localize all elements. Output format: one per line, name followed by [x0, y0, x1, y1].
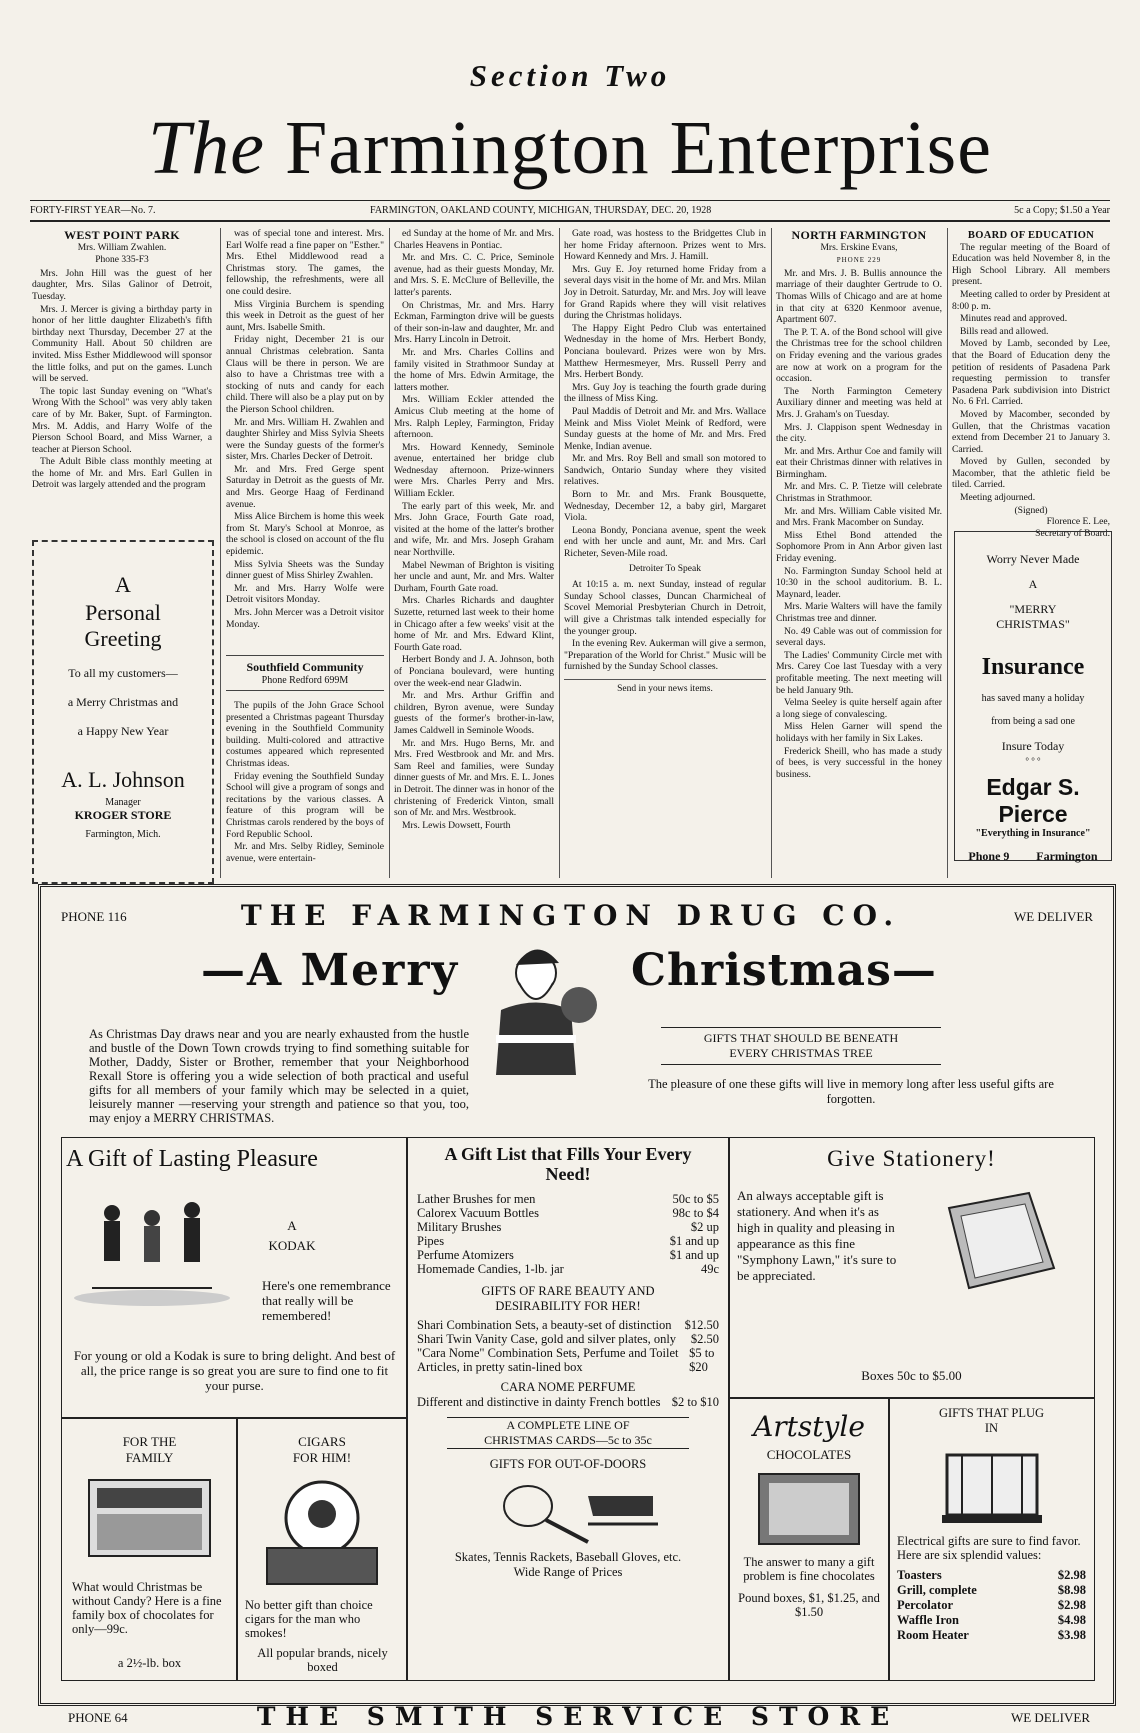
plug-item-price: $3.98 [1057, 1628, 1086, 1642]
article-paragraph: Mr. and Mrs. C. C. Price, Seminole avenue, had as their guests Monday, Mr. and Mrs. S. E. McClure of Belleville, the latter's parents. [394, 252, 554, 298]
west-point-phone: Phone 335-F3 [95, 255, 149, 266]
family-title: FOR THE [122, 1434, 177, 1449]
article-paragraph: The Happy Eight Pedro Club was entertained Wednesday in the home of Mrs. Herbert Bondy, Ponciana boulevard. Prizes were won by Mrs. Matthew Hermesmeyer, Mrs. Russell Perry and Mrs. Herbert Bondy. [564, 322, 766, 381]
ad-manager: Manager [105, 797, 141, 808]
shari-set-price: $12.50 [684, 1318, 719, 1332]
article-paragraph: Mrs. J. Mercer is giving a birthday party in honor of her little daughter Elizabeth's fifth birthday next Thursday, December 27 at the Community Hall. About 50 children are invited. Miss Esther Middlewood will sponsor the little folks, and put on the games. Lunch will be served. [32, 303, 212, 385]
family-box-size: a 2½-lb. box [117, 1656, 182, 1670]
west-point-title: WEST POINT PARK [64, 228, 180, 242]
detroiter-heading: Detroiter To Speak [629, 563, 701, 574]
cards-box [447, 1417, 689, 1449]
column-rule [559, 228, 560, 878]
artstyle-logo: Artstyle [753, 1410, 865, 1443]
gift-item-price: $1 and up [669, 1248, 719, 1262]
ins-line: from being a sad one [991, 716, 1075, 727]
article-paragraph: Herbert Bondy and J. A. Johnson, both of Ponciana boulevard, were hunting over the week-end near Gladwin. [394, 654, 554, 689]
ad-city: Farmington, Mich. [85, 829, 161, 840]
kodak-box [61, 1137, 408, 1419]
ins-big: Insurance [981, 654, 1085, 680]
gift-item-row [417, 1248, 719, 1262]
shari-vanity-price: $2.50 [690, 1332, 719, 1346]
article-paragraph: Mr. and Mrs. J. B. Bullis announce the marriage of their daughter Gertrude to O. Thomas Wills of Chicago and are at home in that city at 6320 Kenmoor avenue, Apartment 607. [776, 267, 942, 326]
shari-set-label: Shari Combination Sets, a beauty-set of distinction [417, 1318, 672, 1332]
ins-line: Insure Today [1001, 739, 1065, 753]
section-label: Section Two [469, 58, 671, 93]
column-two-lower [226, 700, 384, 878]
plug-item-row [897, 1613, 1086, 1628]
family-box [61, 1417, 238, 1681]
kodak-remember: Here's one remembrance that really will be remembered! [262, 1278, 391, 1323]
ad-headline: Personal Greeting [84, 600, 162, 651]
masthead-name: Farmington Enterprise [285, 106, 992, 190]
article-paragraph: The Adult Bible class monthly meeting at the home of Mr. and Mrs. Earl Gullen in Detroit was largely attended and the program [32, 456, 212, 491]
article-paragraph: Mr. and Mrs. C. P. Tietze will celebrate Christmas in Strathmoor. [776, 481, 942, 505]
column-north-farmington [776, 228, 942, 878]
cigar-box-icon [257, 1478, 387, 1588]
plug-item-price: $4.98 [1057, 1613, 1086, 1627]
column-rule [771, 228, 772, 878]
smith-deliver: WE DELIVER [1010, 1710, 1090, 1725]
article-paragraph: Miss Helen Garner will spend the holidays with her family in Six Lakes. [776, 721, 942, 744]
gift-item-label: Calorex Vacuum Bottles [417, 1206, 539, 1220]
plug-item-label: Waffle Iron [897, 1613, 959, 1627]
ins-line: has saved many a holiday [981, 693, 1085, 704]
plug-title: GIFTS THAT PLUG [938, 1406, 1045, 1420]
place-date: FARMINGTON, OAKLAND COUNTY, MICHIGAN, THURSDAY, DEC. 20, 1928 [370, 205, 712, 216]
article-paragraph: Paul Maddis of Detroit and Mr. and Mrs. Wallace Meink and Miss Violet Meink of Redford, were Sunday guests at the home of Mr. and Mrs. Fred Menke, Indian avenue. [564, 405, 766, 452]
article-paragraph: The North Farmington Cemetery Auxiliary dinner and meeting was held at Mrs. J. Graham's on Tuesday. [776, 385, 942, 420]
article-paragraph: Mr. and Mrs. Harry Wolfe were Detroit visitors Monday. [226, 582, 384, 606]
smith-phone: PHONE 64 [68, 1710, 128, 1725]
rare-heading: DESIRABILITY FOR HER! [495, 1299, 641, 1313]
plug-item-row [897, 1568, 1086, 1583]
christmas-heading: Christmas— [631, 945, 937, 996]
ad-a: A [115, 572, 131, 597]
kodak-a: A [287, 1218, 297, 1233]
article-paragraph: The early part of this week, Mr. and Mrs. John Grace, Fourth Gate road, visited at the home of the latter's brother and wife, Mr. and Mrs. Joseph Graham near Northville. [394, 500, 554, 559]
board-signer: Florence E. Lee, [1046, 516, 1110, 528]
ins-line: "MERRY [1009, 602, 1057, 616]
article-paragraph: No. Farmington Sunday School held at 10:30 in the school auditorium. B. L. Maynard, leader. [776, 565, 942, 600]
artstyle-text: The answer to many a gift problem is fine chocolates [743, 1555, 875, 1583]
ad-line: a Happy New Year [77, 724, 169, 738]
southfield-phone: Phone Redford 699M [261, 675, 349, 686]
stationery-boxes: Boxes 50c to $5.00 [861, 1368, 962, 1383]
cigars-text: No better gift than choice cigars for the man who smokes! [245, 1598, 373, 1640]
cigars-title: CIGARS [298, 1434, 346, 1449]
drug-name: THE FARMINGTON DRUG CO. [240, 899, 902, 932]
article-paragraph: Bills read and allowed. [960, 325, 1049, 337]
article-paragraph: Friday evening the Southfield Sunday School will give a program of songs and recitations by the various classes. A feature of this program will be Christmas carols rendered by the boys of Ford Republic School. [226, 770, 384, 840]
plug-item-price: $8.98 [1057, 1583, 1086, 1597]
article-paragraph: The Ladies' Community Circle met with Mrs. Carey Coe last Tuesday with a very profitable meeting. The next meeting will be held January 9th. [776, 649, 942, 696]
merry-heading: —A Merry [201, 945, 460, 996]
perfume-desc: Different and distinctive in dainty French bottles [417, 1395, 661, 1409]
perfume-line [417, 1395, 719, 1409]
gift-item-row [417, 1234, 719, 1248]
article-paragraph: Friday night, December 21 is our annual Christmas celebration. Santa Claus will be there in person. We are also to have a Christmas tree with a stocking of nuts and candy for each child. There will also be a play put on by the Pierson School children. [226, 334, 384, 415]
gift-list-title: A Gift List that Fills Your Every Need! [444, 1144, 692, 1184]
drug-co-ad [38, 884, 1116, 1706]
shari-sets [417, 1318, 719, 1374]
plug-item-row [897, 1583, 1086, 1598]
ins-name: Edgar S. Pierce [986, 774, 1080, 827]
column-west-point [32, 228, 212, 534]
wide-range: Wide Range of Prices [513, 1565, 623, 1579]
ad-line: a Merry Christmas and [67, 695, 179, 709]
plug-item-label: Grill, complete [897, 1583, 977, 1597]
beneath-line: EVERY CHRISTMAS TREE [729, 1046, 873, 1060]
dateline [30, 200, 1110, 222]
send-news: Send in your news items. [564, 679, 766, 696]
toaster-icon [932, 1440, 1052, 1530]
plug-items [897, 1568, 1086, 1643]
article-paragraph: Leona Bondy, Ponciana avenue, spent the week end with her uncle and aunt, Mr. and Mrs. Carl Richeter, Seven-Mile road. [564, 524, 766, 560]
article-paragraph: Mr. and Mrs. Selby Ridley, Seminole avenue, were entertain- [226, 841, 384, 864]
gift-item-row [417, 1220, 719, 1234]
article-paragraph: Mrs. William Eckler attended the Amicus Club meeting at the home of Mrs. Ralph Lepley, Farmington, Friday afternoon. [394, 394, 554, 441]
gift-item-price: 49c [700, 1262, 719, 1276]
sports-goods-icon [468, 1476, 668, 1546]
gift-list-items [417, 1192, 719, 1276]
article-paragraph: Miss Ethel Bond attended the Sophomore Prom in Ann Arbor given last Friday evening. [776, 529, 942, 565]
artstyle-price: Pound boxes, $1, $1.25, and $1.50 [738, 1591, 880, 1619]
kodak-young: For young or old a Kodak is sure to bring delight. And best of all, the price range is so great you are sure to find one to fit your purse. [73, 1348, 396, 1393]
perfume-heading: CARA NOME PERFUME [500, 1380, 636, 1394]
shari-vanity-label: Shari Twin Vanity Case, gold and silver plates, only [417, 1332, 677, 1346]
gift-item-label: Lather Brushes for men [417, 1192, 536, 1206]
article-paragraph: Born to Mr. and Mrs. Frank Bousquette, Wednesday, December 12, a baby girl, Margaret Viola. [564, 489, 766, 524]
article-paragraph: The topic last Sunday evening on "What's Wrong With the School" was very ably taken care of by Mr. Baker, Supt. of Farmington. Mrs. M. Addis, and Harry Wolfe of the Pierson School Board, and Miss Warner, a teacher at Pierson School. [32, 385, 212, 455]
issue-number: FORTY-FIRST YEAR—No. 7. [30, 205, 156, 216]
cara-label: "Cara Nome" Combination Sets, Perfume and Toilet Articles, in pretty satin-lined box [417, 1346, 679, 1374]
column-rule [947, 228, 948, 878]
article-paragraph: ed Sunday at the home of Mr. and Mrs. Charles Heavens in Pontiac. [394, 228, 554, 251]
article-paragraph: The regular meeting of the Board of Education was held November 8, in the High School Library. All members present. [952, 241, 1110, 288]
ins-tag: "Everything in Insurance" [975, 828, 1091, 839]
cards-line: A COMPLETE LINE OF [506, 1418, 630, 1432]
article-paragraph: The P. T. A. of the Bond school will give the Christmas tree for the school children on Friday evening and the various grades are now at work on a program for the occasion. [776, 326, 942, 385]
article-paragraph: Mr. and Mrs. William Cable visited Mr. and Mrs. Frank Macomber on Sunday. [776, 505, 942, 529]
north-title: NORTH FARMINGTON [791, 228, 927, 242]
ins-line: CHRISTMAS" [996, 617, 1070, 631]
board-role: Secretary of Board. [1035, 527, 1110, 539]
ins-line: A [1028, 577, 1038, 591]
gift-list-box [406, 1137, 730, 1681]
drug-intro: As Christmas Day draws near and you are nearly exhausted from the hustle and bustle of the Down Town crowds trying to find something suitable for Mother, Daddy, Sister or Brother, remember that your Neighborhood Rexall Store is offering you a wide selection of both practical and useful gifts for all members of your family which may be selected in a quiet, leisurely manner —reserving your strength and patience so that you, too, may enjoy a MERRY CHRISTMAS. [89, 1027, 469, 1125]
article-paragraph: Mrs. Charles Richards and daughter Suzette, returned last week to their home in Chicago after a few weeks' visit at the home of Mr. and Mrs. Edward Klint, Fourth Gate road. [394, 595, 554, 653]
ad-line: To all my customers— [68, 666, 178, 680]
north-author: Mrs. Erskine Evans, [820, 242, 898, 253]
gift-item-label: Pipes [417, 1234, 445, 1248]
plug-item-row [897, 1628, 1086, 1643]
column-rule [389, 228, 390, 878]
gift-item-label: Perfume Atomizers [417, 1248, 514, 1262]
article-paragraph: Mr. and Mrs. Arthur Coe and family will eat their Christmas dinner with relatives in Birmingham. [776, 445, 942, 480]
ins-phone: Phone 9 [968, 849, 1010, 863]
kroger-ad [32, 540, 214, 884]
cigars-title: FOR HIM! [292, 1450, 352, 1465]
board-title: BOARD OF EDUCATION [967, 230, 1095, 241]
article-paragraph: Miss Virginia Burchem is spending this week in Detroit as the guest of her aunt, Mrs. Isabelle Smith. [226, 298, 384, 333]
price: 5c a Copy; $1.50 a Year [1014, 205, 1110, 216]
gift-item-label: Military Brushes [417, 1220, 502, 1234]
plug-item-row [897, 1598, 1086, 1613]
stationery-title: Give Stationery! [827, 1146, 996, 1171]
plug-item-label: Percolator [897, 1598, 953, 1612]
gift-item-price: 50c to $5 [672, 1192, 719, 1206]
article-paragraph: Mrs. John Mercer was a Detroit visitor Monday. [226, 607, 384, 630]
beneath-line: GIFTS THAT SHOULD BE BENEATH [703, 1031, 899, 1045]
masthead-the: The [148, 106, 266, 190]
north-phone: PHONE 229 [836, 256, 882, 265]
gift-item-row [417, 1192, 719, 1206]
kodak-word: KODAK [268, 1238, 316, 1253]
plug-item-price: $2.98 [1057, 1598, 1086, 1612]
gift-item-label: Homemade Candies, 1-lb. jar [417, 1262, 564, 1276]
column-rule [220, 228, 221, 878]
article-paragraph: Meeting called to order by President at 8:00 p. m. [952, 288, 1110, 312]
masthead-title [0, 108, 1140, 188]
article-paragraph: Miss Sylvia Sheets was the Sunday dinner guest of Miss Shirley Zwahlen. [226, 558, 384, 582]
perfume-price: $2 to $10 [671, 1395, 719, 1409]
article-paragraph: Miss Alice Birchem is home this week from St. Mary's School at Monroe, as the school is closed on account of the flu epidemic. [226, 511, 384, 558]
rare-heading: GIFTS OF RARE BEAUTY AND [481, 1284, 655, 1298]
stationery-text: An always acceptable gift is stationery. And when it's as high in quality and pleasing in appearance as this fine "Symphony Lawn," it's sure to be appreciated. [737, 1188, 897, 1283]
gift-item-price: $1 and up [669, 1234, 719, 1248]
beneath-box [661, 1027, 941, 1065]
kodak-title: A Gift of Lasting Pleasure [66, 1146, 318, 1172]
gift-item-row [417, 1206, 719, 1220]
article-paragraph: Minutes read and approved. [960, 313, 1068, 325]
cards-line: CHRISTMAS CARDS—5c to 35c [484, 1433, 652, 1447]
ad-store: KROGER STORE [74, 808, 172, 822]
article-paragraph: The pupils of the John Grace School presented a Christmas pageant Thursday evening in the Southfield Community building. Multi-colored and attractive costumes appeared which represented Christmas ideas. [226, 700, 384, 769]
outdoor-heading: GIFTS FOR OUT-OF-DOORS [489, 1457, 647, 1471]
plug-box [888, 1397, 1095, 1681]
ins-contact [955, 849, 1111, 864]
chocolate-box-icon [754, 1469, 864, 1549]
article-paragraph: was of special tone and interest. Mrs. Earl Wolfe read a fine paper on "Esther." Mrs. Ethel Middlewood read a Christmas story. The games, the fellowship, the refreshments, were all one could desire. [226, 228, 384, 297]
column-four [564, 228, 766, 878]
article-paragraph: Moved by Macomber, seconded by Gullen, that the Christmas vacation extend from December 21 to January 3. Carried. [952, 408, 1110, 455]
skates-line: Skates, Tennis Rackets, Baseball Gloves, etc. [454, 1550, 682, 1564]
cigars-brands: All popular brands, nicely boxed [257, 1646, 388, 1674]
article-paragraph: At 10:15 a. m. next Sunday, instead of regular Sunday School classes, Duncan Charmicheal of Scovel Memorial Presbyterian Church in Detroit, will give a Christmas talk intended especially for the younger group. [564, 579, 766, 637]
plug-title: IN [984, 1421, 999, 1435]
gift-item-row [417, 1262, 719, 1276]
family-title: FAMILY [125, 1450, 174, 1465]
ornament-icon: ° ° ° [1025, 756, 1041, 766]
article-paragraph: Mrs. John Hill was the guest of her daughter, Mrs. Silas Galinor of Detroit, Tuesday. [32, 267, 212, 302]
plug-item-label: Toasters [897, 1568, 942, 1582]
column-two [226, 228, 384, 650]
cara-price: $5 to $20 [689, 1346, 715, 1374]
article-paragraph: Gate road, was hostess to the Bridgettes Club in her home Friday afternoon. Prizes went to Mrs. Howard Kennedy and Mrs. J. Hamill. [564, 228, 766, 263]
article-paragraph: Moved by Lamb, seconded by Lee, that the Board of Education deny the petition of residents of Pasadena Park requesting permission to transfer Pasadena Park subdivision into District No. 6 Frl. Carried. [952, 338, 1110, 408]
ins-line: Worry Never Made [986, 552, 1080, 566]
artstyle-box [728, 1397, 890, 1681]
article-paragraph: No. 49 Cable was out of commission for several days. [776, 625, 942, 649]
artstyle-choc: CHOCOLATES [766, 1447, 852, 1462]
article-paragraph: Mrs. Guy E. Joy returned home Friday from a several days visit in the home of Mr. and Mrs. Milan Joy in Detroit. Saturday, Mr. and Mrs. Joy will leave for Grand Rapids where they will visit relatives during the Christmas holidays. [564, 263, 766, 322]
west-point-author: Mrs. William Zwahlen. [77, 242, 167, 253]
article-paragraph: Mr. and Mrs. Roy Bell and small son motored to Sandwich, Ontario Sunday where they visited relatives. [564, 453, 766, 488]
article-paragraph: Meeting adjourned. [960, 492, 1036, 504]
article-paragraph: On Christmas, Mr. and Mrs. Harry Eckman, Farmington drive will be guests of their son-in-law and daughter, Mr. and Mrs. Harry Lincoln in Detroit. [394, 299, 554, 346]
ad-name: A. L. Johnson [61, 767, 185, 792]
santa-illustration [461, 935, 611, 1085]
column-board-education [952, 228, 1110, 539]
drug-phone: PHONE 116 [61, 909, 127, 924]
article-paragraph: Mr. and Mrs. Charles Collins and family visited in Strathmoor Sunday at the home of Mrs. Edwin Armitage, the latters mother. [394, 346, 554, 393]
plug-item-label: Room Heater [897, 1628, 969, 1642]
gift-item-price: $2 up [690, 1220, 719, 1234]
candy-box-icon [87, 1478, 212, 1558]
article-paragraph: Mrs. Marie Walters will have the family Christmas tree and dinner. [776, 601, 942, 624]
plug-text: Electrical gifts are sure to find favor. Here are six splendid values: [897, 1534, 1081, 1562]
article-paragraph: Mabel Newman of Brighton is visiting her uncle and aunt, Mr. and Mrs. Walter Durham, Fourth Gate road. [394, 559, 554, 594]
board-signed: (Signed) [1014, 504, 1048, 516]
article-paragraph: Frederick Sheill, who has made a study of bees, is very successful in the honey business. [776, 745, 942, 780]
southfield-title: Southfield Community [246, 660, 364, 674]
article-paragraph: Mr. and Mrs. Hugo Berns, Mr. and Mrs. Fred Westbrook and Mr. and Mrs. Sam Reel and families, were Sunday dinner guests of Mr. and Mrs. E. L. Jones in Detroit. The dinner was in honor of the christening of Frederick Vinton, small son of Mr. and Mrs. Westbrook. [394, 737, 554, 819]
article-paragraph: Mrs. Lewis Dowsett, Fourth [402, 819, 511, 831]
stationery-box-icon [939, 1188, 1059, 1298]
plug-item-price: $2.98 [1057, 1568, 1086, 1582]
article-paragraph: Mrs. Howard Kennedy, Seminole avenue, entertained her bridge club Wednesday afternoon. Prize-winners were Mrs. Charles Perry and Mrs. William Eckler. [394, 441, 554, 500]
article-paragraph: Velma Seeley is quite herself again after a long siege of convalescing. [776, 697, 942, 720]
ins-city: Farmington [1036, 849, 1098, 863]
family-text: What would Christmas be without Candy? Here is a fine family box of chocolates for only—99c. [72, 1580, 222, 1636]
skiers-illustration [72, 1188, 232, 1308]
article-paragraph: In the evening Rev. Aukerman will give a sermon, "Preparation of the World for Christ." Music will be furnished by the Sunday School classes. [564, 638, 766, 673]
article-paragraph: Moved by Gullen, seconded by Macomber, that the athletic field be tiled. Carried. [952, 456, 1110, 491]
gift-item-price: 98c to $4 [672, 1206, 719, 1220]
article-paragraph: Mr. and Mrs. Arthur Griffin and children, Byron avenue, were Sunday guests of the former's brother-in-law, James Caldwell in Seminole Woods. [394, 690, 554, 736]
cigars-box [236, 1417, 408, 1681]
article-paragraph: Mrs. Guy Joy is teaching the fourth grade during the illness of Miss King. [564, 381, 766, 405]
smith-name: THE SMITH SERVICE STORE [256, 1702, 900, 1731]
article-paragraph: Mrs. J. Clappison spent Wednesday in the city. [776, 421, 942, 445]
smith-footer [38, 1702, 1110, 1732]
southfield-header [226, 655, 384, 691]
drug-pleasure: The pleasure of one these gifts will live in memory long after less useful gifts are forgotten. [648, 1077, 1054, 1106]
insurance-ad [954, 531, 1112, 861]
article-paragraph: Mr. and Mrs. William H. Zwahlen and daughter Shirley and Miss Sylvia Sheets were the Sunday guests of the former's sister, Mrs. Charles Decker of Detroit. [226, 416, 384, 463]
drug-deliver: WE DELIVER [1013, 909, 1093, 924]
column-three [394, 228, 554, 878]
stationery-box [728, 1137, 1095, 1399]
article-paragraph: Mr. and Mrs. Fred Gerge spent Saturday in Detroit as the guests of Mr. and Mrs. George Haag of Ferdinand avenue. [226, 463, 384, 510]
